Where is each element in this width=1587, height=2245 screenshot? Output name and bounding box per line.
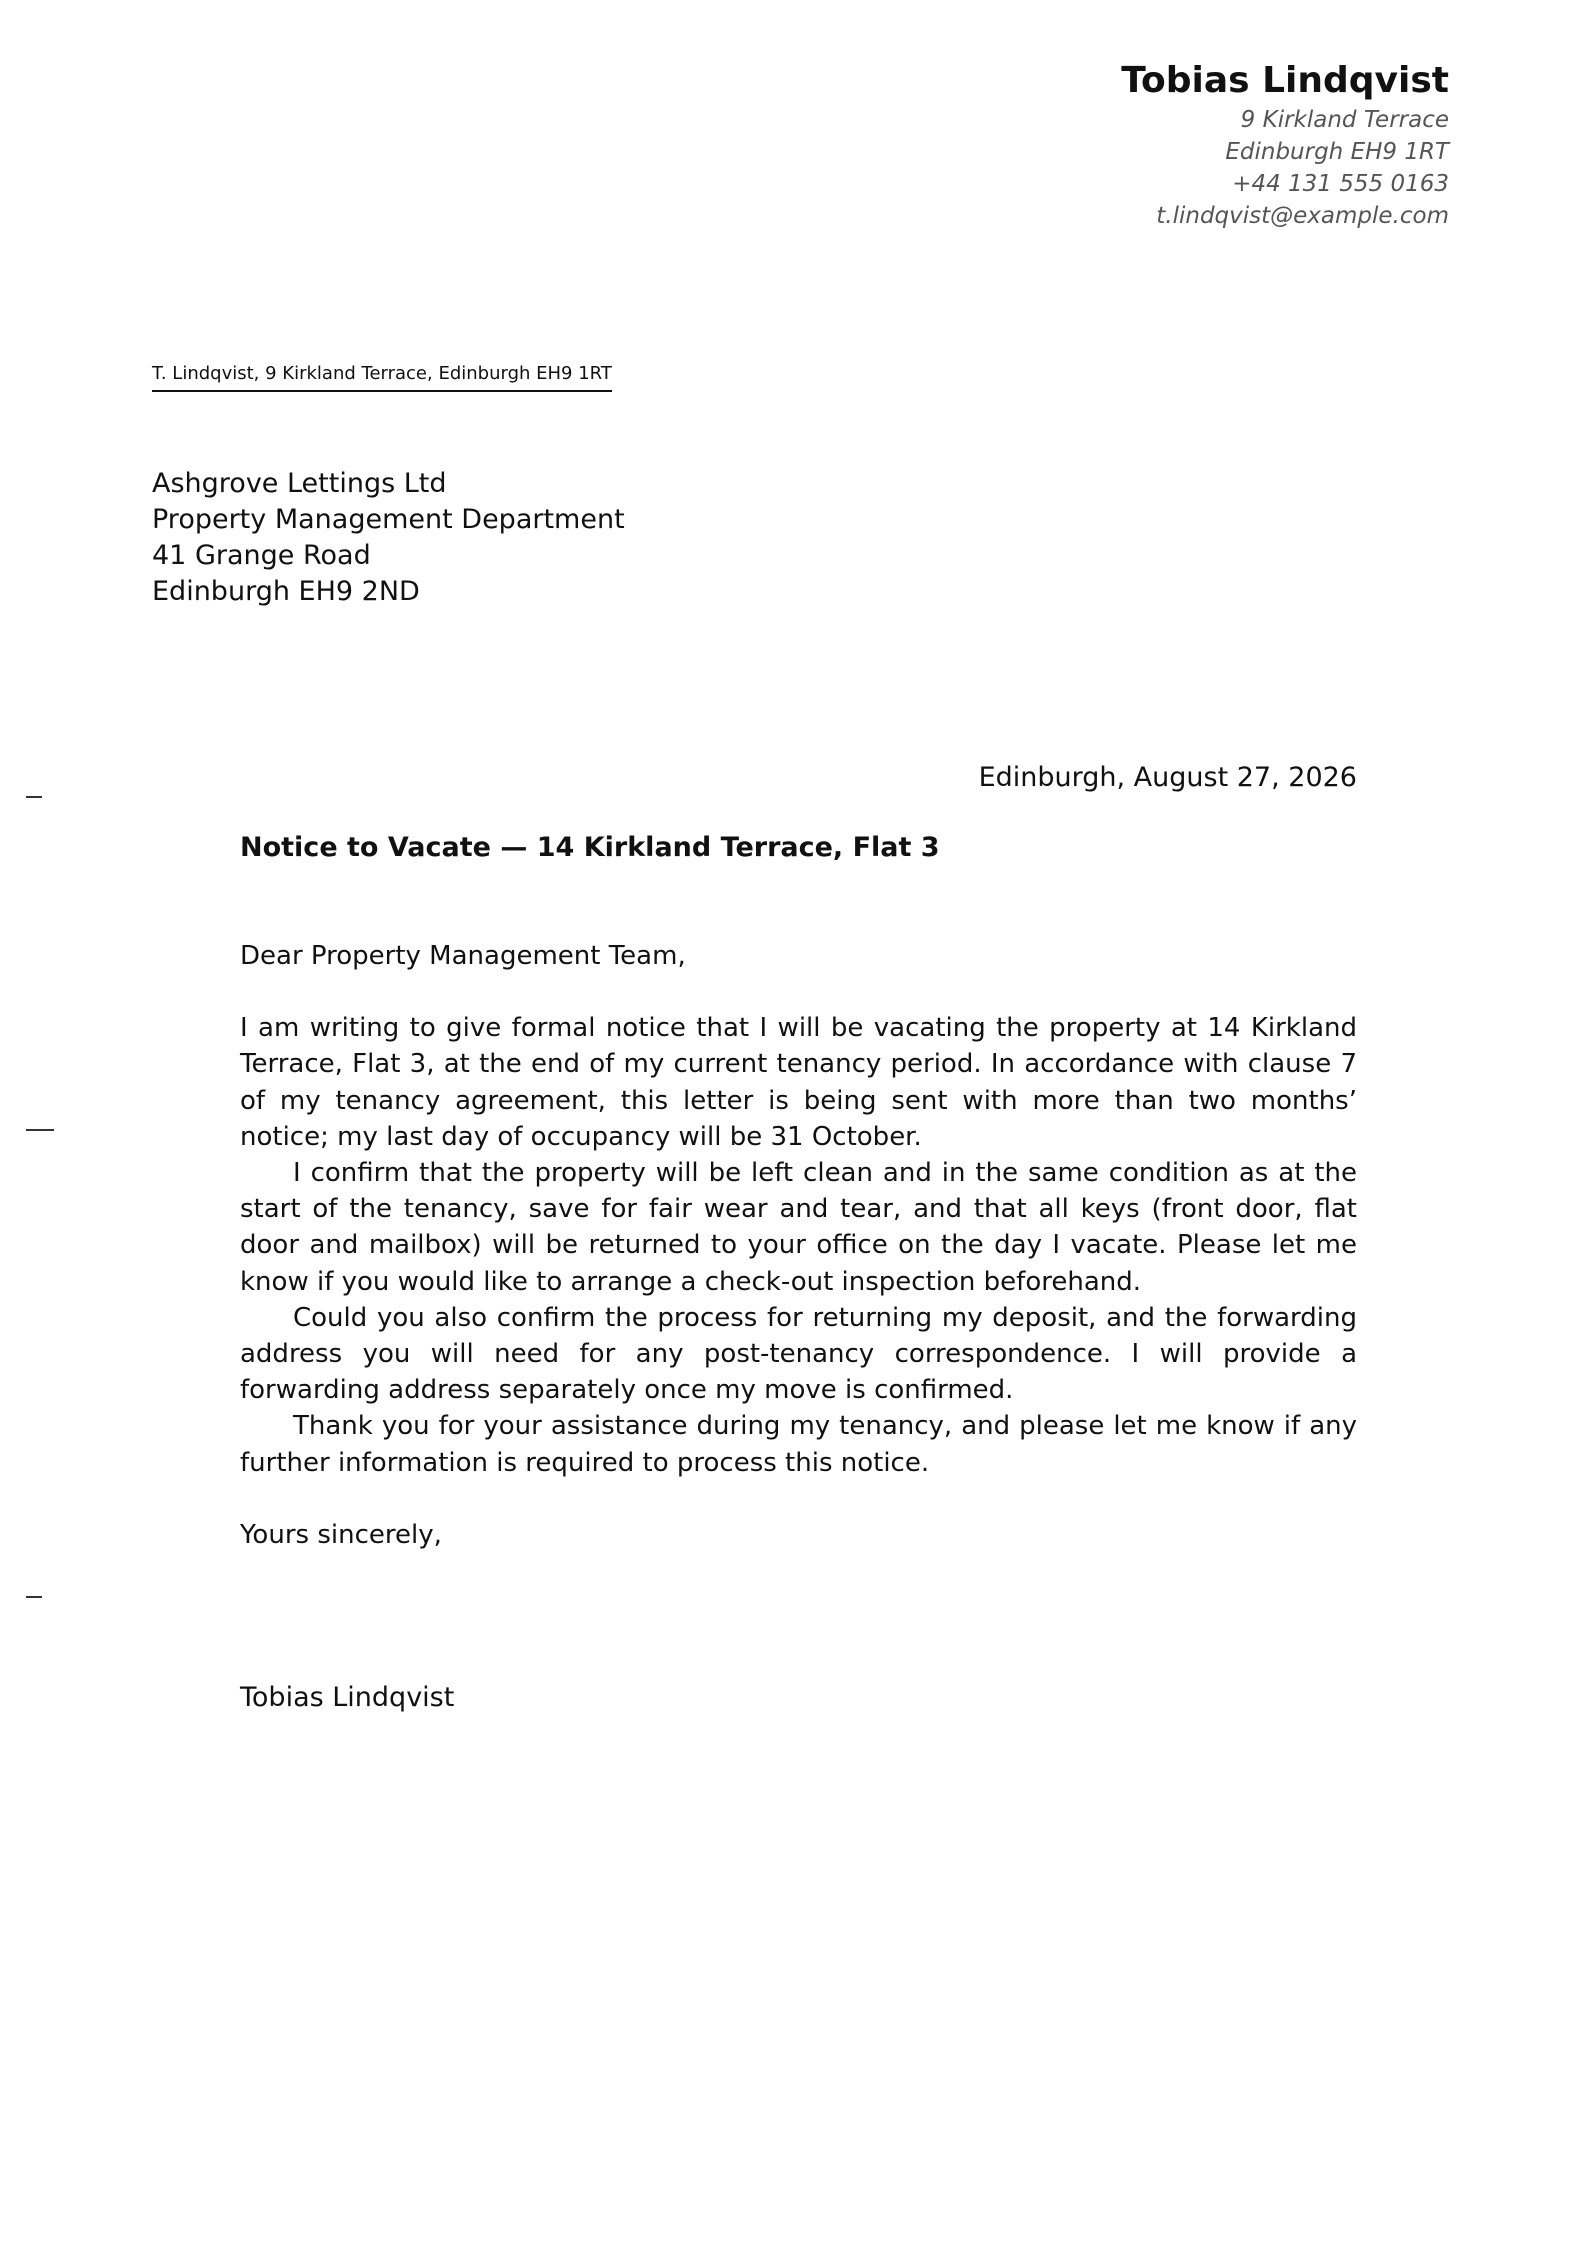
sender-block <box>749 58 1449 232</box>
closing: Yours sincerely, <box>240 1519 442 1550</box>
body-paragraph: Could you also confirm the process for returning my deposit, and the forwarding address you will need for any post-tenancy correspondence. I will provide a forwarding address separately once my move is confirmed. <box>240 1302 1357 1406</box>
sender-phone: +44 131 555 0163 <box>1232 171 1449 197</box>
date-line: Edinburgh, August 27, 2026 <box>978 762 1357 793</box>
body-paragraph: I confirm that the property will be left clean and in the same condition as at the start of the tenancy, save for fair wear and tear, and that all keys (front door, flat door and mailbox) will be returned to your office on the day I vacate. Please let me know if you would like to arrange a check-out inspection beforehand. <box>240 1158 1357 1297</box>
letter-body <box>240 938 1357 1553</box>
recipient-address <box>152 466 625 610</box>
sender-street: 9 Kirkland Terrace <box>1240 107 1449 133</box>
body-paragraph: Thank you for your assistance during my tenancy, and please let me know if any further information is required to process this notice. <box>240 1411 1357 1478</box>
recipient-line: Edinburgh EH9 2ND <box>152 576 420 607</box>
sender-email: t.lindqvist@example.com <box>1156 203 1449 229</box>
sender-city: Edinburgh EH9 1RT <box>1225 139 1449 165</box>
punch-mark-center <box>26 1129 54 1131</box>
sender-name: Tobias Lindqvist <box>1121 60 1449 101</box>
salutation: Dear Property Management Team, <box>240 941 686 971</box>
fold-mark-top <box>26 796 42 798</box>
recipient-line: Ashgrove Lettings Ltd <box>152 468 447 499</box>
fold-mark-bottom <box>26 1596 42 1598</box>
recipient-line: 41 Grange Road <box>152 540 371 571</box>
subject-line: Notice to Vacate — 14 Kirkland Terrace, Flat 3 <box>240 832 940 863</box>
return-address-line: T. Lindqvist, 9 Kirkland Terrace, Edinburgh EH9 1RT <box>152 362 612 392</box>
body-paragraph: I am writing to give formal notice that I will be vacating the property at 14 Kirkland Terrace, Flat 3, at the end of my current tenancy period. In accordance with clause 7 of my tenancy agreement, this letter is being sent with more than two months’ notice; my last day of occupancy will be 31 October. <box>240 1013 1357 1152</box>
signature-name: Tobias Lindqvist <box>240 1682 455 1713</box>
recipient-line: Property Management Department <box>152 504 625 535</box>
